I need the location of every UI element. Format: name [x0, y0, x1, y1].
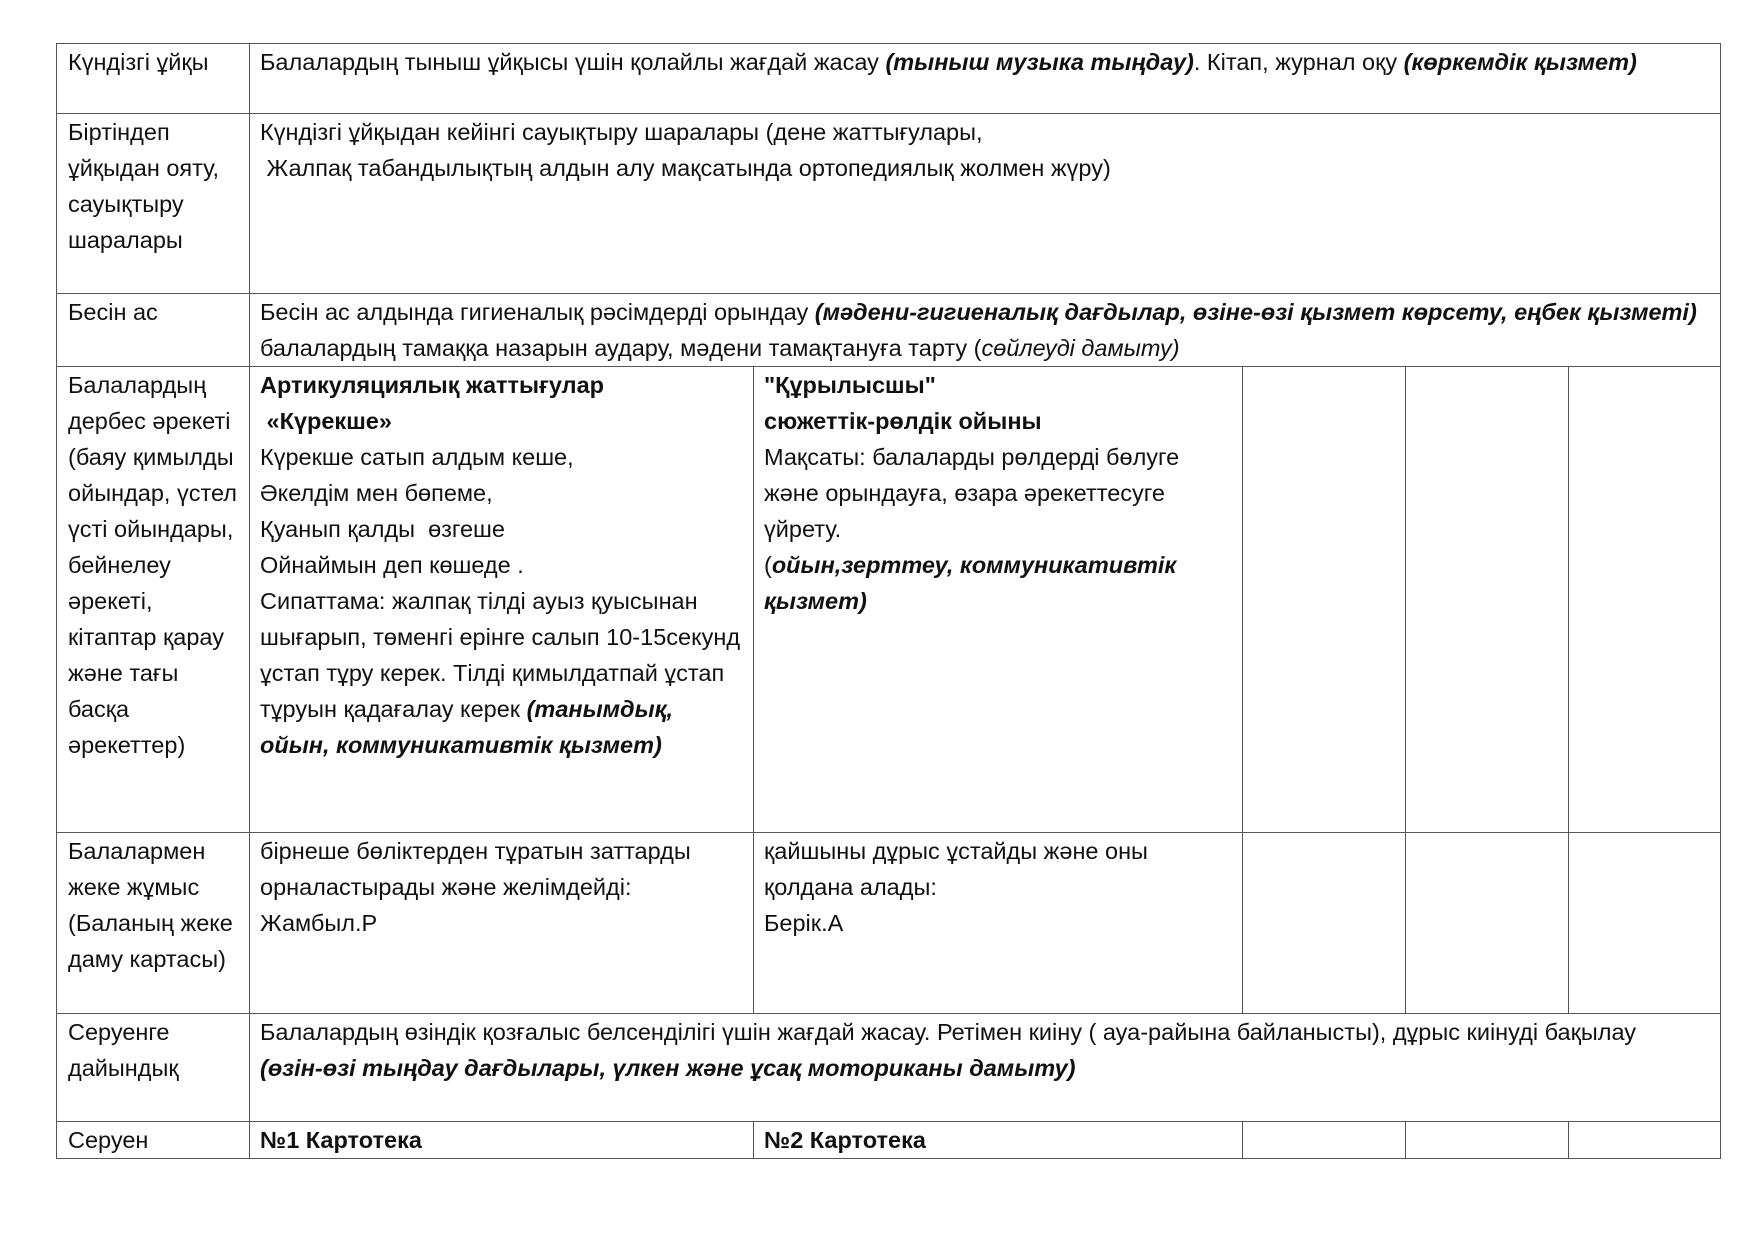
row-wake [57, 114, 1721, 294]
walk-col-4 [1406, 1122, 1569, 1159]
row-activity [57, 367, 1721, 833]
individual-child-2: Берік.А [764, 910, 844, 936]
individual-col-4 [1406, 833, 1569, 1014]
individual-task-2: қайшыны дұрыс ұстайды және оны қолдана алады: [764, 838, 1148, 900]
activity-col-5 [1569, 367, 1721, 833]
activity-col-4 [1406, 367, 1569, 833]
nap-text-1-emph: (тыныш музыка тыңдау) [885, 49, 1194, 75]
row-label-wake: Біртіндеп ұйқыдан ояту, сауықтыру шаралары [57, 114, 250, 294]
row-label-prep: Серуенге дайындық [57, 1014, 250, 1122]
individual-child-1: Жамбыл.Р [260, 910, 378, 936]
row-snack [57, 294, 1721, 367]
wake-line-1: Күндізгі ұйқыдан кейінгі сауықтыру шаралары (дене жаттығулары, [260, 119, 983, 145]
row-label-activity: Балалардың дербес әрекеті (баяу қимылды ойындар, үстел үсті ойындары, бейнелеу әрекеті, кітаптар қарау және тағы басқа әрекеттер) [57, 367, 250, 833]
walk-col-3 [1243, 1122, 1406, 1159]
individual-col-2 [754, 833, 1243, 1014]
prep-content [250, 1014, 1721, 1122]
role-game-note-emph: ойын,зерттеу, коммуникативтік қызмет) [764, 552, 1177, 614]
articulation-description-emph: (танымдық, ойын, коммуникативтік қызмет) [260, 696, 674, 758]
walk-col-5 [1569, 1122, 1721, 1159]
walk-col-2: №2 Картотека [754, 1122, 1243, 1159]
verse-line: Ойнаймын деп көшеде . [260, 552, 524, 578]
prep-text-1: Балалардың өзіндік қозғалыс белсенділігі үшін жағдай жасау. Ретімен киіну ( ауа-райына байланысты), дұрыс киінуді бақылау [260, 1019, 1637, 1045]
role-game-title: "Құрылысшы" [764, 372, 936, 398]
verse-line: Әкелдім мен бөпеме, [260, 480, 493, 506]
prep-text-2-emph: (өзін-өзі тыңдау дағдылары, үлкен және ұсақ моториканы дамыту) [260, 1055, 1076, 1081]
snack-text-1-emph: (мәдени-гигиеналық дағдылар, өзіне-өзі қызмет көрсету, еңбек қызметі) [814, 299, 1697, 325]
row-label-individual: Балалармен жеке жұмыс (Баланың жеке даму картасы) [57, 833, 250, 1014]
snack-text-2: балалардың тамаққа назарын аудару, мәдени тамақтануға тарту ( [260, 335, 982, 361]
row-nap [57, 44, 1721, 114]
individual-col-3 [1243, 833, 1406, 1014]
individual-col-5 [1569, 833, 1721, 1014]
nap-text-1: Балалардың тыныш ұйқысы үшін қолайлы жағдай жасау [260, 49, 886, 75]
articulation-description: Сипаттама: жалпақ тілді ауыз қуысынан шығарып, төменгі ерінге салып 10-15секунд ұстап тұру керек. Тілді қимылдатпай ұстап тұруын қадағалау керек [260, 588, 741, 722]
daily-plan-table [56, 43, 1721, 1159]
activity-col-3 [1243, 367, 1406, 833]
individual-task-1: бірнеше бөліктерден тұратын заттарды орналастырады және желімдейді: [260, 838, 691, 900]
verse-line: Күрекше сатып алдым кеше, [260, 444, 574, 470]
snack-text-2-emph: сөйлеуді дамыту) [981, 335, 1180, 361]
nap-text-2: . Кітап, журнал оқу [1193, 49, 1404, 75]
role-game-goal: Мақсаты: балаларды рөлдерді бөлуге және орындауға, өзара әрекеттесуге үйрету. [764, 444, 1180, 542]
wake-line-2: Жалпақ табандылықтың алдын алу мақсатында ортопедиялық жолмен жүру) [260, 155, 1111, 181]
verse-line: Қуанып қалды өзгеше [260, 516, 505, 542]
row-walk [57, 1122, 1721, 1159]
wake-content [250, 114, 1721, 294]
activity-col-2 [754, 367, 1243, 833]
snack-content [250, 294, 1721, 367]
snack-text-1: Бесін ас алдында гигиеналық рәсімдерді орындау [260, 299, 815, 325]
articulation-title: Артикуляциялық жаттығулар [260, 372, 605, 398]
walk-col-1: №1 Картотека [250, 1122, 754, 1159]
articulation-subtitle: «Күрекше» [260, 408, 392, 434]
individual-col-1 [250, 833, 754, 1014]
row-label-walk: Серуен [57, 1122, 250, 1159]
role-game-note-open: ( [764, 552, 772, 578]
row-label-snack: Бесін ас [57, 294, 250, 367]
row-label-nap: Күндізгі ұйқы [57, 44, 250, 114]
nap-text-2-emph: (көркемдік қызмет) [1403, 49, 1637, 75]
row-individual [57, 833, 1721, 1014]
role-game-subtitle: сюжеттік-рөлдік ойыны [764, 408, 1042, 434]
nap-content [250, 44, 1721, 114]
row-prep [57, 1014, 1721, 1122]
activity-col-1 [250, 367, 754, 833]
